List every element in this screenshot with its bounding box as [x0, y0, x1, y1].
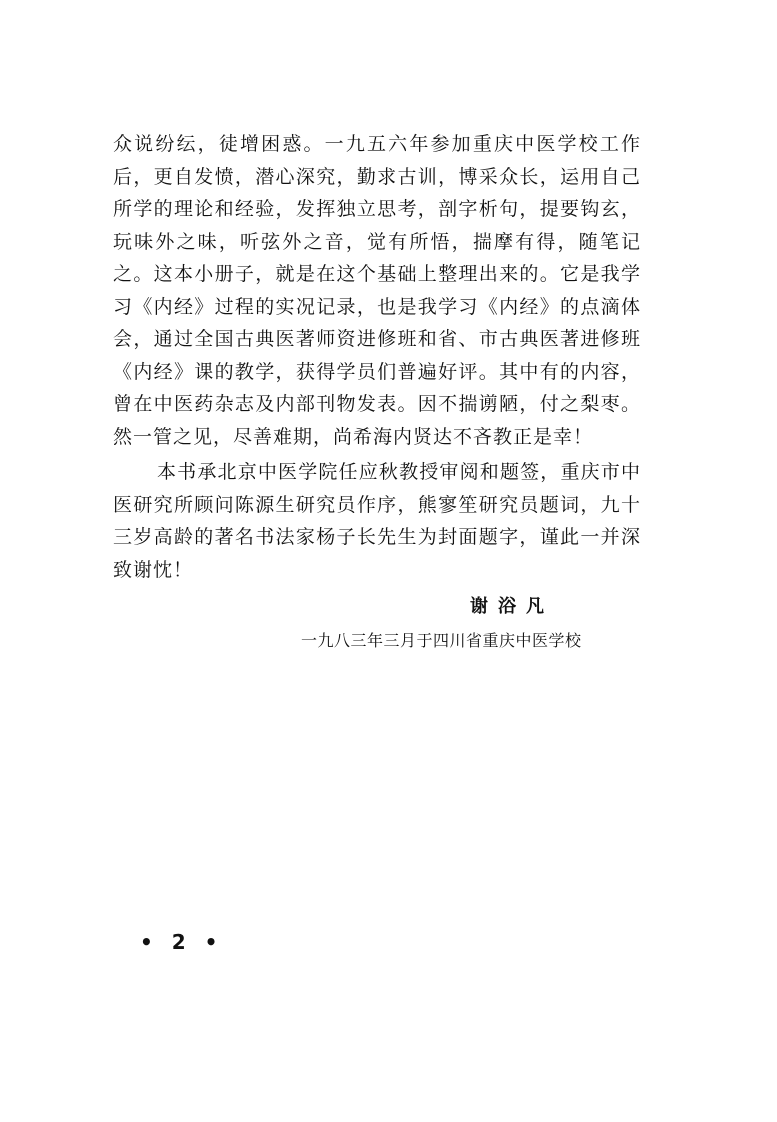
document-body	[113, 128, 641, 586]
text-line: 《内经》课的教学，获得学员们普遍好评。其中有的内容，	[113, 360, 641, 383]
text-line: 玩味外之味，听弦外之音，觉有所悟，揣摩有得，随笔记	[113, 230, 641, 253]
text-line: 然一管之见，尽善难期，尚希海内贤达不吝教正是幸！	[113, 425, 594, 448]
paragraph-1	[113, 128, 641, 453]
text-line: 致谢忱！	[113, 558, 194, 581]
date-place: 一九八三年三月于四川省重庆中医学校	[301, 631, 582, 650]
text-line: 后，更自发愤，潜心深究，勤求古训，博采众长，运用自己	[113, 165, 641, 188]
text-line: 曾在中医药杂志及内部刊物发表。因不揣谫陋，付之梨枣。	[113, 393, 641, 415]
paragraph-2	[113, 456, 641, 586]
text-line: 医研究所顾问陈源生研究员作序，熊寥笙研究员题词，九十	[113, 493, 641, 516]
text-line: 会，通过全国古典医著师资进修班和省、市古典医著进修班	[113, 328, 641, 350]
text-line: 本书承北京中医学院任应秋教授审阅和题签，重庆市中	[157, 461, 641, 483]
page-number: • 2 •	[140, 930, 224, 954]
text-line: 三岁高龄的著名书法家杨子长先生为封面题字，谨此一并深	[113, 526, 641, 548]
author-signature: 谢浴凡	[470, 596, 554, 617]
text-line: 之。这本小册子，就是在这个基础上整理出来的。它是我学	[113, 263, 641, 285]
text-line: 众说纷纭，徒增困惑。一九五六年参加重庆中医学校工作	[113, 133, 641, 155]
text-line: 所学的理论和经验，发挥独立思考，剖字析句，提要钩玄，	[113, 198, 641, 220]
text-line: 习《内经》过程的实况记录，也是我学习《内经》的点滴体	[113, 295, 641, 318]
